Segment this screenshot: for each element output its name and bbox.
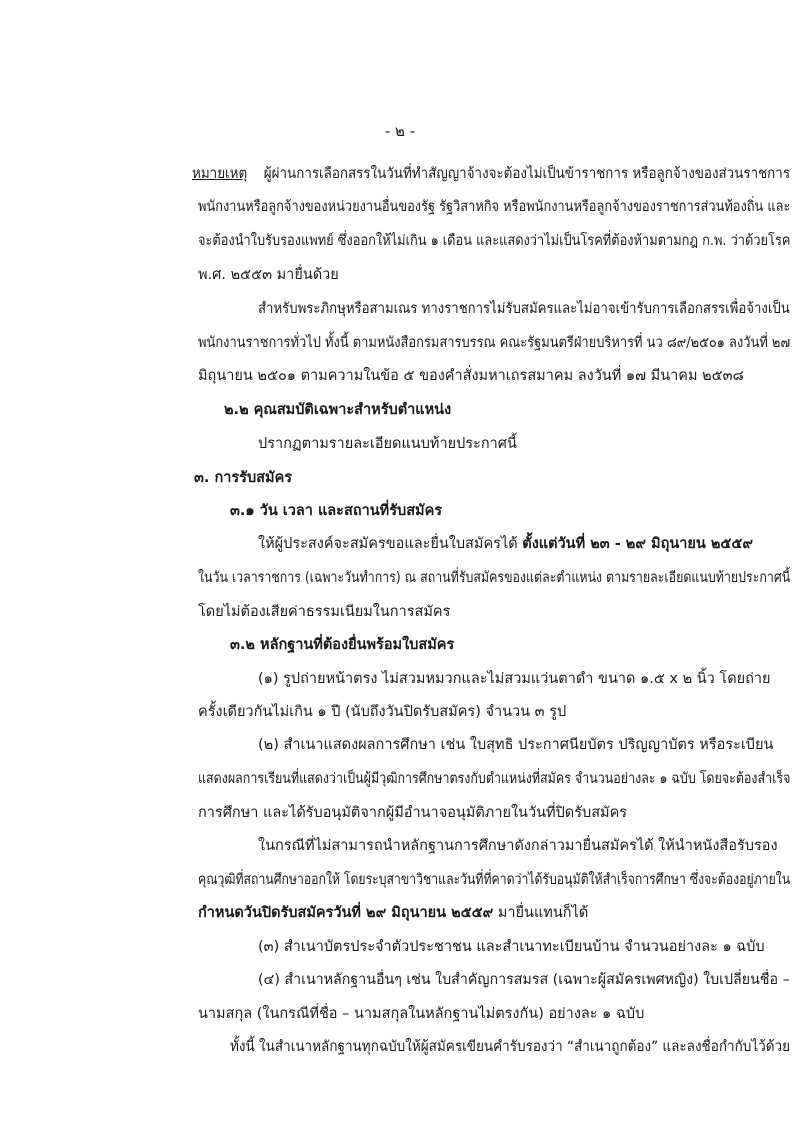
item-4-line-1: (๔) สำเนาหลักฐานอื่นๆ เช่น ใบสำคัญการสมรส (เฉพาะผู้สมัครเพศหญิง) ใบเปลี่ยนชื่อ – <box>258 972 790 988</box>
item-1-line-2: ครั้งเดียวกันไม่เกิน ๑ ปี (นับถึงวันปิดรับสมัคร) จำนวน ๓ รูป <box>198 704 567 720</box>
note-line-2: พนักงานหรือลูกจ้างของหน่วยงานอื่นของรัฐ รัฐวิสาหกิจ หรือพนักงานหรือลูกจ้างของราชการส่วนท้องถิ่น และ <box>198 199 791 215</box>
section-3-heading: ๓. การรับสมัคร <box>194 470 293 486</box>
section-2-2-heading: ๒.๒ คุณสมบัติเฉพาะสำหรับตำแหน่ง <box>224 402 452 418</box>
case-line-3: กำหนดวันปิดรับสมัครวันที่ ๒๙ มิถุนายน ๒๕๕๙ มายื่นแทนก็ได้ <box>198 905 589 921</box>
case-line-2: คุณวุฒิที่สถานศึกษาออกให้ โดยระบุสาขาวิชาและวันที่ที่คาดว่าได้รับอนุมัติให้สำเร็จการศึกษา ซึ่งจะต้องอยู่ภายใน <box>198 872 791 888</box>
section-3-1-heading: ๓.๑ วัน เวลา และสถานที่รับสมัคร <box>230 503 443 519</box>
item-1-line-1: (๑) รูปถ่ายหน้าตรง ไม่สวมหมวกและไม่สวมแว่นตาดำ ขนาด ๑.๕ x ๒ นิ้ว โดยถ่าย <box>258 671 771 687</box>
section-3-1-line-2: ในวัน เวลาราชการ (เฉพาะวันทำการ) ณ สถานที่รับสมัครของแต่ละตำแหน่ง ตามรายละเอียดแนบท้ายประกาศนี้ <box>198 570 791 586</box>
page-number: - ๒ - <box>384 122 416 140</box>
case-line-1: ในกรณีที่ไม่สามารถนำหลักฐานการศึกษาดังกล่าวมายื่นสมัครได้ ให้นำหนังสือรับรอง <box>258 838 778 854</box>
note-label: หมายเหตุ <box>192 166 248 182</box>
note-line-4: พ.ศ. ๒๕๕๓ มายื่นด้วย <box>198 267 339 283</box>
monk-line-1: สำหรับพระภิกษุหรือสามเณร ทางราชการไม่รับสมัครและไม่อาจเข้ารับการเลือกสรรเพื่อจ้างเป็น <box>258 301 790 317</box>
item-2-line-1: (๒) สำเนาแสดงผลการศึกษา เช่น ใบสุทธิ ประกาศนียบัตร ปริญญาบัตร หรือระเบียน <box>258 737 774 753</box>
final-line: ทั้งนี้ ในสำเนาหลักฐานทุกฉบับให้ผู้สมัครเขียนคำรับรองว่า “สำเนาถูกต้อง” และลงชื่อกำกับไว้ด้วย <box>230 1039 791 1055</box>
item-3-line: (๓) สำเนาบัตรประจำตัวประชาชน และสำเนาทะเบียนบ้าน จำนวนอย่างละ ๑ ฉบับ <box>258 939 765 955</box>
monk-line-3: มิถุนายน ๒๕๐๑ ตามความในข้อ ๕ ของคำสั่งมหาเถรสมาคม ลงวันที่ ๑๗ มีนาคม ๒๕๓๘ <box>198 368 744 384</box>
section-3-2-heading: ๓.๒ หลักฐานที่ต้องยื่นพร้อมใบสมัคร <box>230 637 455 653</box>
monk-line-2: พนักงานราชการทั่วไป ทั้งนี้ ตามหนังสือกรมสารบรรณ คณะรัฐมนตรีฝ่ายบริหารที่ นว ๘๙/๒๕๐๑ ลงวันที่ ๒๗ <box>198 335 791 351</box>
note-line-1: หมายเหตุ ผู้ผ่านการเลือกสรรในวันที่ทำสัญญาจ้างจะต้องไม่เป็นข้าราชการ หรือลูกจ้างของส่วนราชการ <box>192 166 791 182</box>
item-2-line-2: แสดงผลการเรียนที่แสดงว่าเป็นผู้มีวุฒิการศึกษาตรงกับตำแหน่งที่สมัคร จำนวนอย่างละ ๑ ฉบับ โดยจะต้องสำเร็จ <box>198 771 791 787</box>
note-line-3: จะต้องนำใบรับรองแพทย์ ซึ่งออกให้ไม่เกิน ๑ เดือน และแสดงว่าไม่เป็นโรคที่ต้องห้ามตามกฎ ก.พ. ว่าด้วยโรค <box>198 233 791 249</box>
item-2-line-3: การศึกษา และได้รับอนุมัติจากผู้มีอำนาจอนุมัติภายในวันที่ปิดรับสมัคร <box>198 805 628 821</box>
item-4-line-2: นามสกุล (ในกรณีที่ชื่อ – นามสกุลในหลักฐานไม่ตรงกัน) อย่างละ ๑ ฉบับ <box>198 1006 645 1022</box>
section-3-1-line-3: โดยไม่ต้องเสียค่าธรรมเนียมในการสมัคร <box>198 604 451 620</box>
section-2-2-text: ปรากฏตามรายละเอียดแนบท้ายประกาศนี้ <box>258 436 517 452</box>
section-3-1-line-1: ให้ผู้ประสงค์จะสมัครขอและยื่นใบสมัครได้ ตั้งแต่วันที่ ๒๓ - ๒๙ มิถุนายน ๒๕๕๙ <box>258 536 753 552</box>
